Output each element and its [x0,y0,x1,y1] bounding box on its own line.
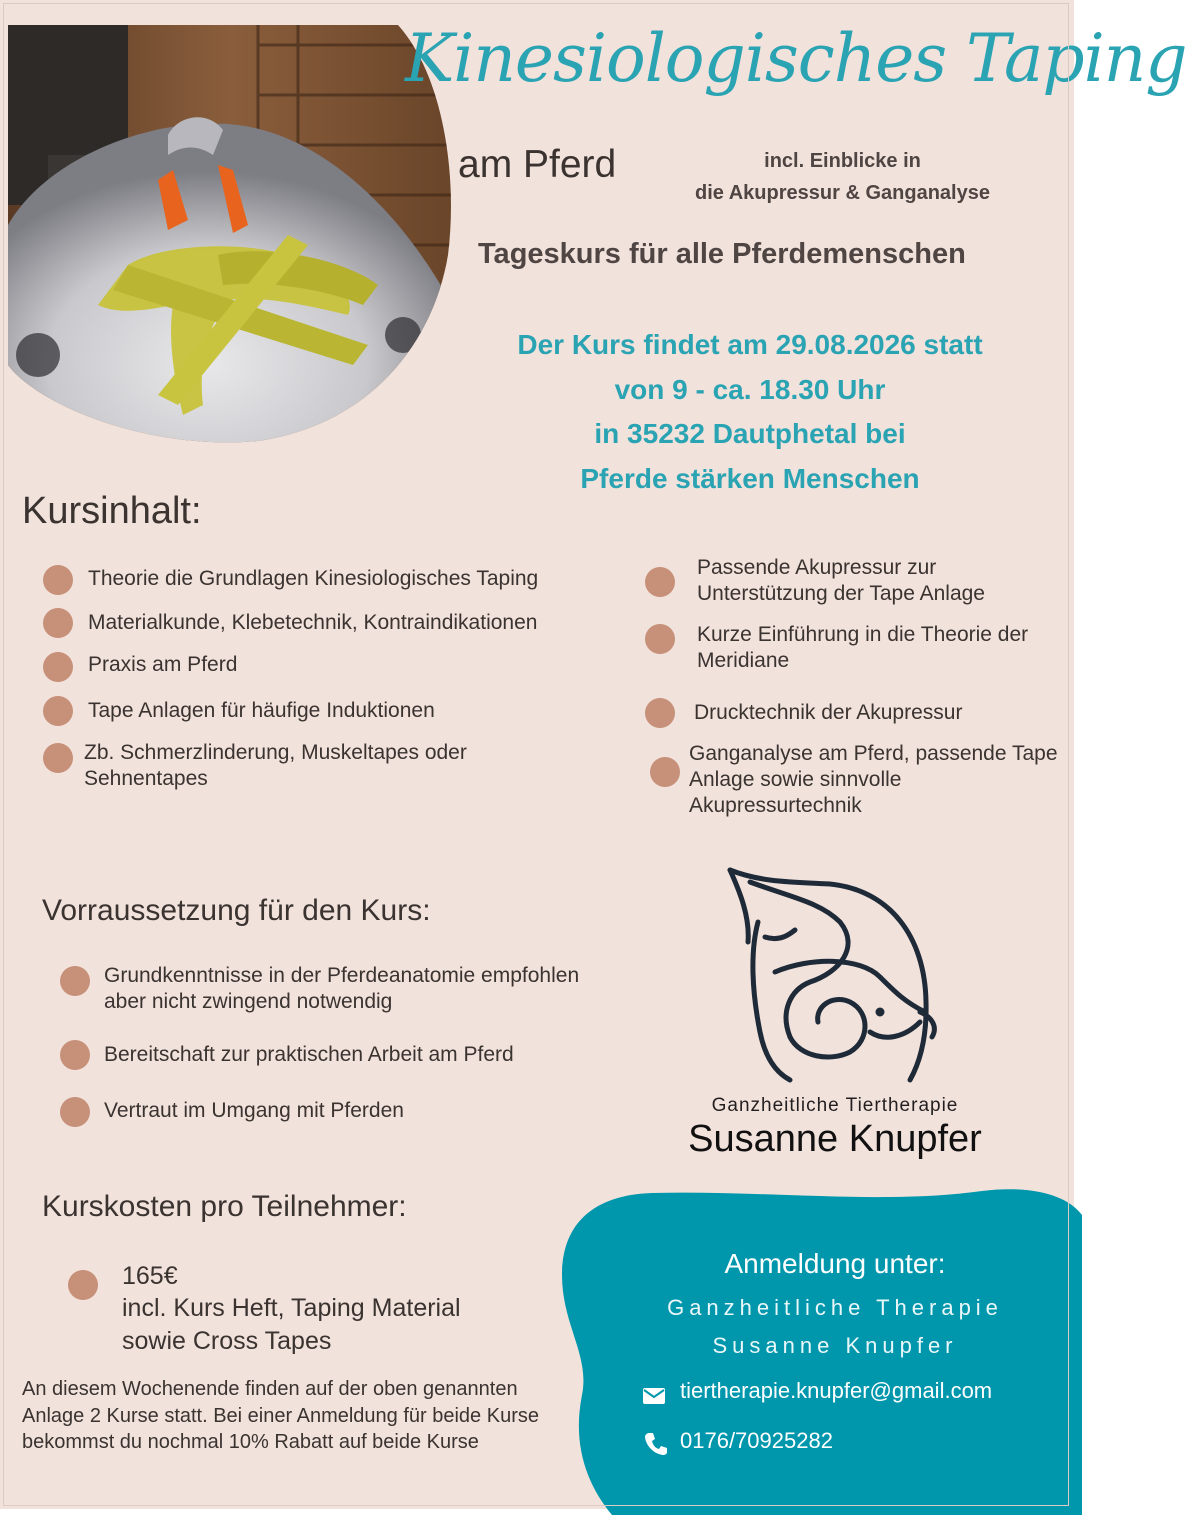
voraussetzung-item: Grundkenntnisse in der Pferdeanatomie empfohlen aber nicht zwingend notwendig [104,964,580,1013]
kursinhalt-item: Ganganalyse am Pferd, passende Tape Anlage sowie sinnvolle Akupressurtechnik [689,742,1058,817]
kursinhalt-item: Zb. Schmerzlinderung, Muskeltapes oder Sehnentapes [84,741,467,790]
kursinhalt-item: Kurze Einführung in die Theorie der Meridiane [697,623,1029,672]
kursinhalt-item: Theorie die Grundlagen Kinesiologisches Taping [88,567,539,590]
bullet-icon [43,608,73,638]
kursinhalt-item: Passende Akupressur zur Unterstützung der Tape Anlage [697,556,985,605]
bullet-icon [43,696,73,726]
mail-icon [641,1383,667,1409]
kursinhalt-item: Drucktechnik der Akupressur [694,701,963,724]
incl-line-2: die Akupressur & Ganganalyse [695,182,990,204]
event-details [460,323,1040,501]
registration-heading: Anmeldung unter: [724,1248,946,1279]
logo-name: Susanne Knupfer [688,1118,982,1160]
registration-line-2: Susanne Knupfer [712,1333,958,1358]
price-amount: 165€ [122,1262,178,1290]
bullet-icon [43,565,73,595]
registration-line-1: Ganzheitliche Therapie [667,1295,1003,1320]
course-tagline: Tageskurs für alle Pferdemenschen [478,238,966,270]
bullet-icon [43,743,73,773]
voraussetzung-item: Vertraut im Umgang mit Pferden [104,1099,404,1122]
price-detail-line-2: sowie Cross Tapes [122,1327,332,1355]
event-time: von 9 - ca. 18.30 Uhr [614,373,886,405]
voraussetzung-item: Bereitschaft zur praktischen Arbeit am Pferd [104,1043,514,1066]
kursinhalt-heading: Kursinhalt: [22,490,202,532]
included-topics [660,145,1025,209]
bullet-icon [43,652,73,682]
event-venue: Pferde stärken Menschen [580,462,920,494]
main-title: Kinesiologisches Taping [405,20,1187,97]
event-date: Der Kurs findet am 29.08.2026 statt [517,329,983,360]
bullet-icon [60,1040,90,1070]
event-location: in 35232 Dautphetal bei [594,418,906,449]
horse-dog-logo [720,862,950,1092]
voraussetzung-heading: Vorraussetzung für den Kurs: [42,894,431,927]
logo-subtitle: Ganzheitliche Tiertherapie [711,1095,959,1116]
email-link[interactable]: tiertherapie.knupfer@gmail.com [680,1378,993,1403]
kursinhalt-item: Materialkunde, Klebetechnik, Kontraindikationen [88,611,538,634]
bullet-icon [650,757,680,787]
bullet-icon [645,624,675,654]
bullet-icon [68,1270,98,1300]
kosten-heading: Kurskosten pro Teilnehmer: [42,1190,407,1223]
horse-taping-photo [8,5,452,443]
discount-note: An diesem Wochenende finden auf der oben genannten Anlage 2 Kurse statt. Bei einer Anmeldung für beide Kurse bekommst du nochmal 10% Rabatt auf beide Kurse [22,1378,539,1453]
incl-line-1: incl. Einblicke in [764,150,921,172]
subtitle: am Pferd [458,143,617,186]
bullet-icon [645,698,675,728]
kursinhalt-item: Tape Anlagen für häufige Induktionen [88,699,435,722]
phone-link[interactable]: 0176/70925282 [680,1428,833,1453]
bullet-icon [60,1097,90,1127]
price-detail-line-1: incl. Kurs Heft, Taping Material [122,1294,461,1322]
bullet-icon [645,567,675,597]
phone-icon [643,1431,669,1457]
bullet-icon [60,966,90,996]
kursinhalt-item: Praxis am Pferd [88,653,238,676]
